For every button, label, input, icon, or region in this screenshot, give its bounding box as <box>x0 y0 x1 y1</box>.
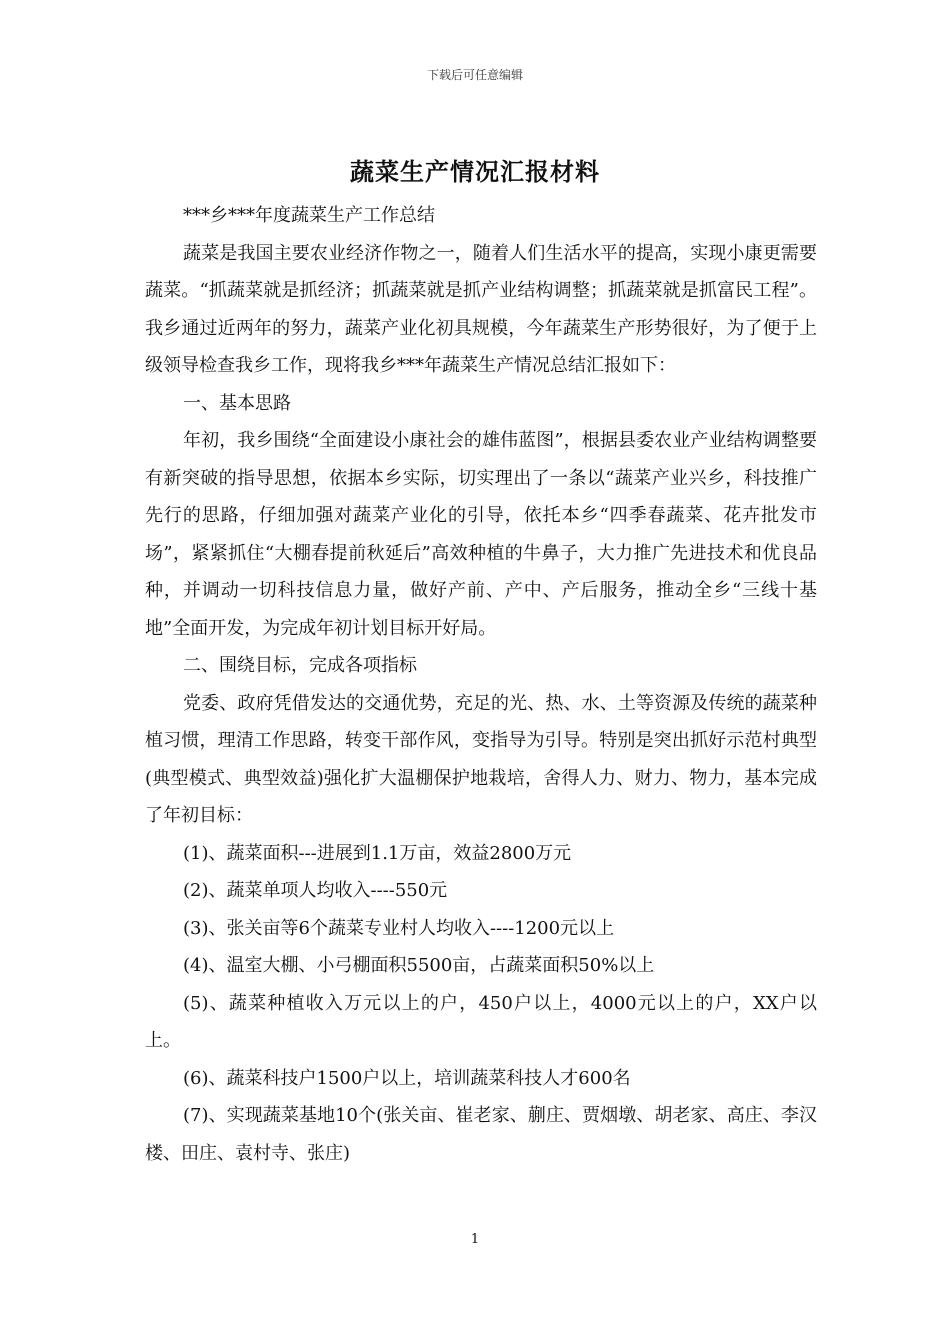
list-item-3: (3)、张关亩等6个蔬菜专业村人均收入----1200元以上 <box>183 917 615 939</box>
list-item-2: (2)、蔬菜单项人均收入----550元 <box>183 880 448 901</box>
page-number: 1 <box>470 1232 480 1247</box>
list-item-1: (1)、蔬菜面积---进展到1.1万亩，效益2800万元 <box>183 842 572 864</box>
section-heading-1: 一、基本思路 <box>183 392 291 414</box>
list-item-5: (5)、蔬菜种植收入万元以上的户，450户以上，4000元以上的户，XX户以上。 <box>145 992 817 1051</box>
list-item-4: (4)、温室大棚、小弓棚面积5500亩，占蔬菜面积50%以上 <box>183 955 655 976</box>
list-item-6: (6)、蔬菜科技户1500户以上，培训蔬菜科技人才600名 <box>183 1067 631 1089</box>
subtitle-paragraph: ***乡***年度蔬菜生产工作总结 <box>183 205 435 226</box>
document-title: 蔬菜生产情况汇报材料 <box>350 157 600 186</box>
page-header-note: 下载后可任意编辑 <box>426 68 523 82</box>
section-2-paragraph: 党委、政府凭借发达的交通优势，充足的光、热、水、土等资源及传统的蔬菜种植习惯，理清工作思路，转变干部作风，变指导为引导。特别是突出抓好示范村典型(典型模式、典型效益)强化扩大温棚保护地栽培，舍得人力、财力、物力，基本完成了年初目标： <box>145 692 817 826</box>
section-1-paragraph: 年初，我乡围绕“全面建设小康社会的雄伟蓝图”，根据县委农业产业结构调整要有新突破的指导思想，依据本乡实际，切实理出了一条以“蔬菜产业兴乡，科技推广先行的思路，仔细加强对蔬菜产业化的引导，依托本乡“四季春蔬菜、花卉批发市场”，紧紧抓住“大棚春提前秋延后”高效种植的牛鼻子，大力推广先进技术和优良品种，并调动一切科技信息力量，做好产前、产中、产后服务，推动全乡“三线十基地”全面开发，为完成年初计划目标开好局。 <box>145 430 817 639</box>
list-item-7: (7)、实现蔬菜基地10个(张关亩、崔老家、蒯庄、贾烟墩、胡老家、高庄、李汉楼、田庄、袁村寺、张庄) <box>145 1105 817 1164</box>
document-body <box>145 197 817 1172</box>
intro-paragraph: 蔬菜是我国主要农业经济作物之一，随着人们生活水平的提高，实现小康更需要蔬菜。“抓蔬菜就是抓经济；抓蔬菜就是抓产业结构调整；抓蔬菜就是抓富民工程”。我乡通过近两年的努力，蔬菜产业化初具规模，今年蔬菜生产形势很好，为了便于上级领导检查我乡工作，现将我乡***年蔬菜生产情况总结汇报如下： <box>145 242 817 376</box>
section-heading-2: 二、围绕目标，完成各项指标 <box>183 655 417 676</box>
